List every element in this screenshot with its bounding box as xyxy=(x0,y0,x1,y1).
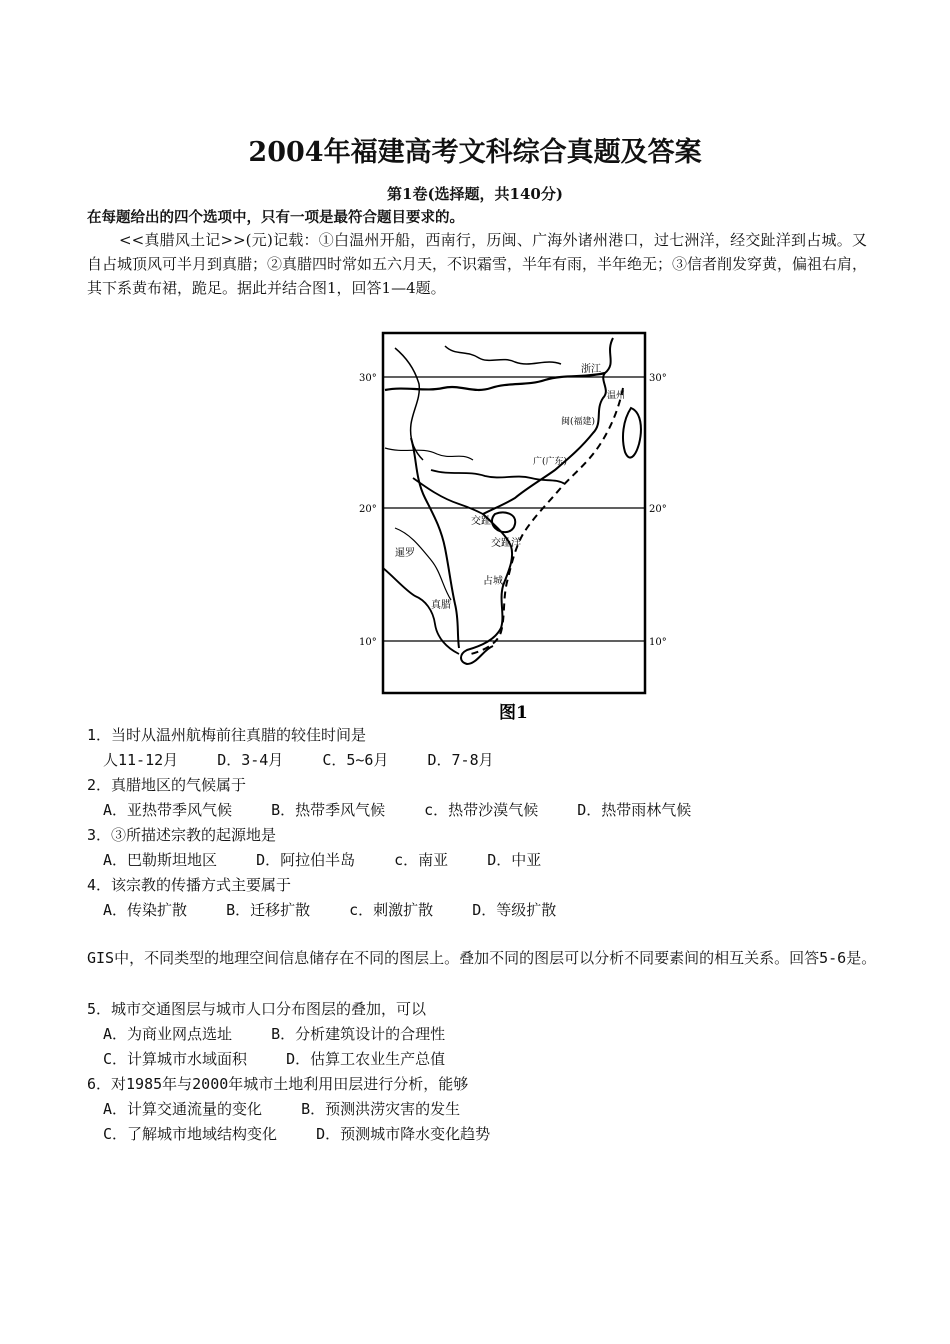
question-1-options xyxy=(103,749,494,770)
question-5-options-row2 xyxy=(103,1048,445,1069)
q6-option-a[interactable]: A．计算交通流量的变化 xyxy=(103,1100,263,1118)
q4-option-b[interactable]: B．迁移扩散 xyxy=(226,901,311,919)
page-title: 2004年福建高考文科综合真题及答案 xyxy=(248,137,702,168)
label-xianluo: 暹罗 xyxy=(395,548,415,559)
lat-label-10-left: 10° xyxy=(359,637,377,648)
label-jiaozhi-yang: 交趾洋 xyxy=(491,538,521,549)
instruction-text: 在每题给出的四个选项中，只有一项是最符合题目要求的。 xyxy=(87,209,464,226)
reading-passage: <<真腊风土记>>(元)记载：①白温州开船，西南行，历闽、广海外诸州港口，过七洲洋，经交趾洋到占城。又自占城顶风可半月到真腊；②真腊四时常如五六月天，不识霜雪，半年有雨，半年绝无；③信者削发穿黄，偏祖右肩，其下系黄布裙，跪足。据此并结合图1，回答1—4题。 xyxy=(87,231,868,297)
label-jiaozhi: 交趾 xyxy=(471,516,491,527)
q6-option-b[interactable]: B．预测洪涝灾害的发生 xyxy=(301,1100,461,1118)
q3-option-a[interactable]: A．巴勒斯坦地区 xyxy=(103,851,218,869)
q2-option-a[interactable]: A．亚热带季风气候 xyxy=(103,801,233,819)
map-svg xyxy=(355,328,675,728)
q3-option-c[interactable]: c．南亚 xyxy=(394,851,449,869)
figure-1-map xyxy=(355,328,675,728)
question-3-stem: 3．③所描述宗教的起源地是 xyxy=(87,826,277,844)
lat-label-20-right: 20° xyxy=(649,504,667,515)
question-2-options xyxy=(103,799,691,820)
q2-option-b[interactable]: B．热带季风气候 xyxy=(271,801,386,819)
figure-caption: 图1 xyxy=(499,703,528,723)
question-2-stem: 2．真腊地区的气候属于 xyxy=(87,776,247,794)
q1-option-d[interactable]: D．7-8月 xyxy=(427,751,494,769)
question-3-options xyxy=(103,849,541,870)
q5-option-d[interactable]: D．估算工农业生产总值 xyxy=(286,1050,446,1068)
label-guang: 广(广东) xyxy=(533,457,568,467)
label-zhejiang: 浙江 xyxy=(581,364,601,375)
lat-label-30-right: 30° xyxy=(649,373,667,384)
q5-option-b[interactable]: B．分析建筑设计的合理性 xyxy=(271,1025,446,1043)
q2-option-d[interactable]: D．热带雨林气候 xyxy=(577,801,692,819)
q1-option-b[interactable]: D．3-4月 xyxy=(217,751,284,769)
question-6-options-row2 xyxy=(103,1123,490,1144)
question-5-options-row1 xyxy=(103,1023,445,1044)
label-zhancheng: 占城 xyxy=(483,576,503,587)
question-4-options xyxy=(103,899,556,920)
question-4-stem: 4．该宗教的传播方式主要属于 xyxy=(87,876,292,894)
label-min: 闽(福建) xyxy=(561,417,596,427)
lat-label-10-right: 10° xyxy=(649,637,667,648)
label-wenzhou: 温州 xyxy=(607,391,626,401)
q5-option-a[interactable]: A．为商业网点选址 xyxy=(103,1025,233,1043)
gis-intro: GIS中，不同类型的地理空间信息储存在不同的图层上。叠加不同的图层可以分析不同要素间的相互关系。回答5-6是。 xyxy=(87,949,877,967)
q4-option-a[interactable]: A．传染扩散 xyxy=(103,901,188,919)
q1-option-c[interactable]: C．5~6月 xyxy=(322,751,389,769)
question-1-stem: 1．当时从温州航梅前往真腊的较佳时间是 xyxy=(87,726,367,744)
q6-option-d[interactable]: D．预测城市降水变化趋势 xyxy=(316,1125,491,1143)
q6-option-c[interactable]: C．了解城市地域结构变化 xyxy=(103,1125,278,1143)
label-zhenla: 真腊 xyxy=(431,600,451,611)
q5-option-c[interactable]: C．计算城市水域面积 xyxy=(103,1050,248,1068)
question-6-stem: 6．对1985年与2000年城市土地利用田层进行分析，能够 xyxy=(87,1075,469,1093)
q4-option-d[interactable]: D．等级扩散 xyxy=(472,901,557,919)
q3-option-d[interactable]: D．中亚 xyxy=(487,851,542,869)
lat-label-20-left: 20° xyxy=(359,504,377,515)
question-6-options-row1 xyxy=(103,1098,460,1119)
q2-option-c[interactable]: c．热带沙漠气候 xyxy=(424,801,539,819)
section-subtitle: 第1卷(选择题，共140分) xyxy=(387,185,563,203)
q1-option-a[interactable]: 人11-12月 xyxy=(103,751,179,769)
lat-label-30-left: 30° xyxy=(359,373,377,384)
question-5-stem: 5．城市交通图层与城市人口分布图层的叠加，可以 xyxy=(87,1000,427,1018)
q3-option-b[interactable]: D．阿拉伯半岛 xyxy=(256,851,356,869)
q4-option-c[interactable]: c．刺激扩散 xyxy=(349,901,434,919)
